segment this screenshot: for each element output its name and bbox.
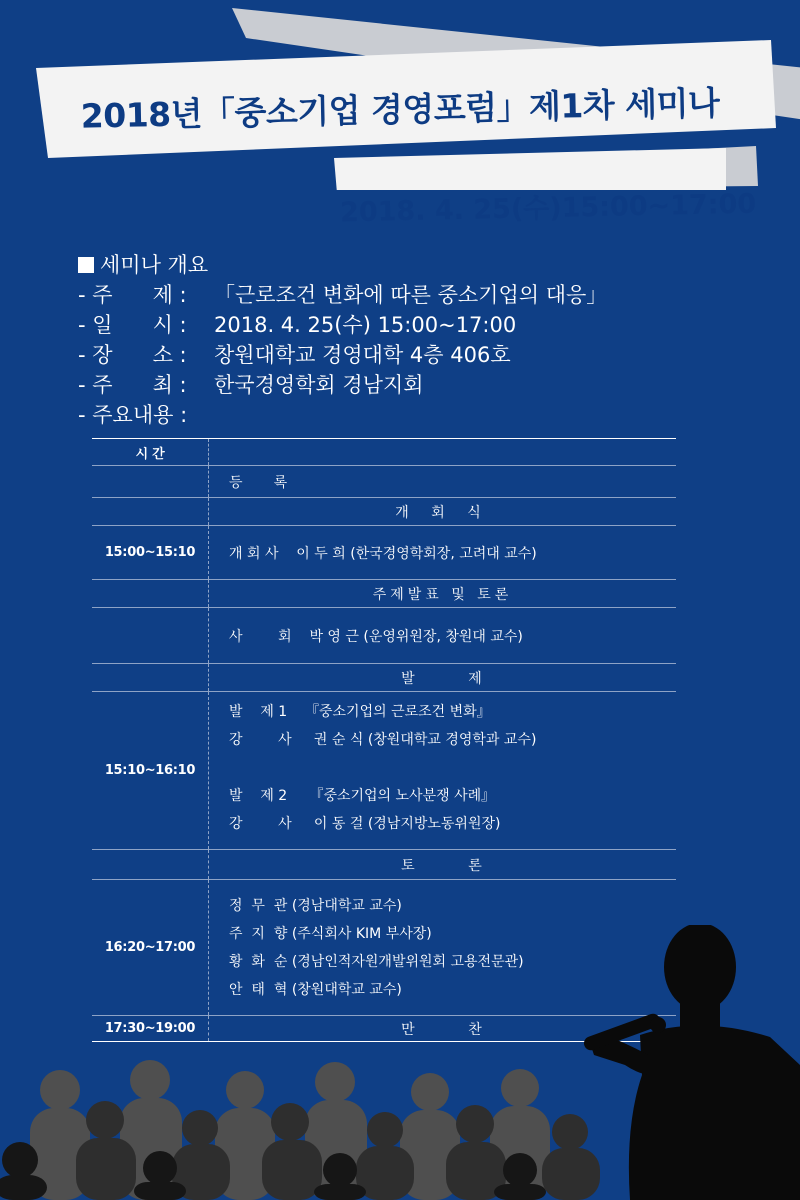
row-body: 사 회 박 영 근 (운영위원장, 창원대 교수): [229, 628, 523, 645]
table-row: [92, 526, 676, 580]
row-body: 개 회 사 이 두 희 (한국경영학회장, 고려대 교수): [229, 545, 537, 562]
overview-item: [78, 340, 607, 370]
square-bullet-icon: [78, 257, 94, 273]
overview-key: - 주 제 :: [78, 283, 187, 307]
section-row: [92, 580, 676, 608]
time-cell: 17:30~19:00: [92, 1016, 209, 1041]
section-row: [92, 498, 676, 526]
time-cell: [92, 466, 209, 497]
overview-heading: [78, 250, 607, 280]
table-header-row: [92, 438, 676, 466]
time-cell: 15:10~16:10: [92, 692, 209, 849]
time-header: 시 간: [92, 439, 209, 465]
section-title: 토 론: [401, 857, 484, 874]
overview-key: - 주 최 :: [78, 373, 187, 397]
panelist-line: 황 화 순 (경남인적자원개발위원회 고용전문관): [229, 954, 524, 970]
time-cell: [92, 580, 209, 607]
presentation-line: 강 사 권 순 식 (창원대학교 경영학과 교수): [229, 732, 537, 748]
overview-value: 한국경영학회 경남지회: [214, 373, 424, 397]
overview-value: 「근로조건 변화에 따른 중소기업의 대응」: [214, 283, 608, 307]
event-date: 2018. 4. 25(수)15:00~17:00: [339, 188, 757, 229]
overview-key: - 일 시 :: [78, 313, 187, 337]
time-cell: 16:20~17:00: [92, 880, 209, 1015]
section-title: 개 회 식: [395, 504, 490, 521]
presentation-line: 강 사 이 동 걸 (경남지방노동위원장): [229, 816, 501, 832]
seminar-overview: [78, 250, 607, 430]
panelist-line: 주 지 향 (주식회사 KIM 부사장): [229, 926, 432, 942]
section-title: 주제발표 및 토론: [372, 586, 513, 603]
time-cell: [92, 608, 209, 663]
page-title: 2018년「중소기업 경영포럼」제1차 세미나: [80, 83, 720, 136]
overview-value: 2018. 4. 25(수) 15:00~17:00: [214, 313, 517, 337]
overview-item: [78, 310, 607, 340]
speaker-silhouette: [570, 925, 800, 1200]
presentation-line: 발 제 1 『중소기업의 근로조건 변화』: [229, 704, 491, 720]
section-title: 만 찬: [401, 1021, 484, 1038]
panelist-line: 안 태 혁 (창원대학교 교수): [229, 982, 402, 998]
overview-key: - 주요내용 :: [78, 403, 188, 427]
presentation-line: [229, 754, 676, 782]
overview-item: [78, 400, 607, 430]
overview-heading-label: 세미나 개요: [100, 253, 209, 277]
row-body: 등 록: [229, 474, 288, 491]
overview-value: 창원대학교 경영대학 4층 406호: [214, 343, 511, 367]
section-row: [92, 664, 676, 692]
table-row: [92, 692, 676, 850]
table-row: [92, 608, 676, 664]
time-cell: [92, 664, 209, 691]
table-row: [92, 466, 676, 498]
panelist-line: 정 무 관 (경남대학교 교수): [229, 898, 402, 914]
overview-item: [78, 280, 607, 310]
time-cell: [92, 498, 209, 525]
row-body: [209, 692, 676, 849]
time-cell: [92, 850, 209, 879]
section-row: [92, 850, 676, 880]
presentation-line: 발 제 2 『중소기업의 노사분쟁 사례』: [229, 788, 496, 804]
time-cell: 15:00~15:10: [92, 526, 209, 579]
overview-key: - 장 소 :: [78, 343, 187, 367]
table-header-blank: [209, 439, 676, 465]
overview-item: [78, 370, 607, 400]
section-title: 발 제: [401, 670, 484, 687]
